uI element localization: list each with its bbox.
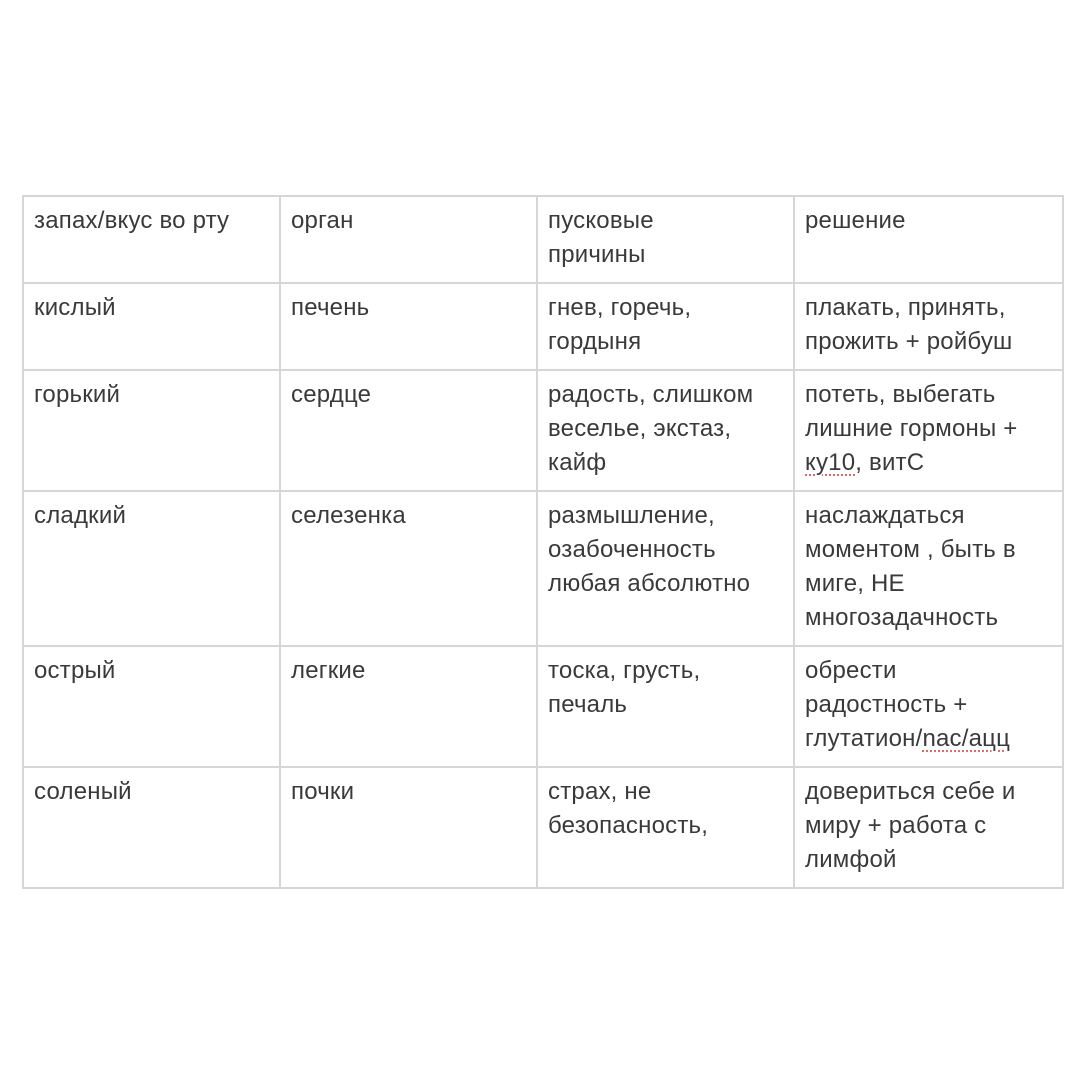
- cell-text: , витС: [855, 449, 925, 476]
- taste-organ-table: [22, 195, 1064, 889]
- cell-taste: кислый: [23, 283, 280, 370]
- header-causes-line: причины: [548, 241, 646, 268]
- cell-text: глутатион/: [805, 725, 923, 752]
- cell-solution: [794, 646, 1063, 767]
- cell-taste: сладкий: [23, 491, 280, 646]
- cell-line: лимфой: [805, 846, 897, 873]
- cell-line: прожить + ройбуш: [805, 328, 1013, 355]
- cell-line: обрести: [805, 657, 897, 684]
- cell-line: размышление,: [548, 502, 715, 529]
- cell-line: моментом , быть в: [805, 536, 1016, 563]
- cell-line: потеть, выбегать: [805, 381, 996, 408]
- cell-organ: сердце: [280, 370, 537, 491]
- cell-organ: легкие: [280, 646, 537, 767]
- cell-line: кайф: [548, 449, 607, 476]
- cell-line: наслаждаться: [805, 502, 965, 529]
- cell-causes: [537, 283, 794, 370]
- spellcheck-word[interactable]: nac/ацц: [922, 725, 1011, 752]
- cell-solution: [794, 767, 1063, 888]
- table-row: [23, 646, 1063, 767]
- cell-line: тоска, грусть,: [548, 657, 701, 684]
- cell-line: любая абсолютно: [548, 570, 751, 597]
- cell-line: миру + работа с: [805, 812, 987, 839]
- cell-line: миге, НЕ: [805, 570, 905, 597]
- cell-causes: [537, 646, 794, 767]
- cell-line: довериться себе и: [805, 778, 1016, 805]
- table-header-row: [23, 196, 1063, 283]
- cell-line: безопасность,: [548, 812, 709, 839]
- cell-organ: селезенка: [280, 491, 537, 646]
- cell-line: гнев, горечь,: [548, 294, 692, 321]
- cell-line: радость, слишком: [548, 381, 754, 408]
- header-cell-organ: орган: [280, 196, 537, 283]
- cell-line: лишние гормоны +: [805, 415, 1018, 442]
- table-row: [23, 491, 1063, 646]
- header-cell-taste: запах/вкус во рту: [23, 196, 280, 283]
- cell-causes: [537, 370, 794, 491]
- cell-line: гордыня: [548, 328, 642, 355]
- header-cell-solution: решение: [794, 196, 1063, 283]
- cell-line: многозадачность: [805, 604, 999, 631]
- cell-organ: почки: [280, 767, 537, 888]
- cell-line: плакать, принять,: [805, 294, 1006, 321]
- table-row: [23, 767, 1063, 888]
- cell-taste: острый: [23, 646, 280, 767]
- cell-line: [805, 446, 1052, 480]
- cell-taste: соленый: [23, 767, 280, 888]
- header-causes-line: пусковые: [548, 207, 654, 234]
- cell-line: радостность +: [805, 691, 968, 718]
- cell-line: [805, 722, 1052, 756]
- cell-taste: горький: [23, 370, 280, 491]
- header-cell-causes: [537, 196, 794, 283]
- cell-line: веселье, экстаз,: [548, 415, 732, 442]
- cell-solution: [794, 283, 1063, 370]
- cell-organ: печень: [280, 283, 537, 370]
- cell-solution: [794, 491, 1063, 646]
- table-row: [23, 283, 1063, 370]
- cell-line: печаль: [548, 691, 628, 718]
- table-row: [23, 370, 1063, 491]
- cell-line: страх, не: [548, 778, 652, 805]
- cell-causes: [537, 491, 794, 646]
- cell-line: озабоченность: [548, 536, 716, 563]
- cell-causes: [537, 767, 794, 888]
- cell-solution: [794, 370, 1063, 491]
- spellcheck-word[interactable]: ку10: [805, 449, 856, 476]
